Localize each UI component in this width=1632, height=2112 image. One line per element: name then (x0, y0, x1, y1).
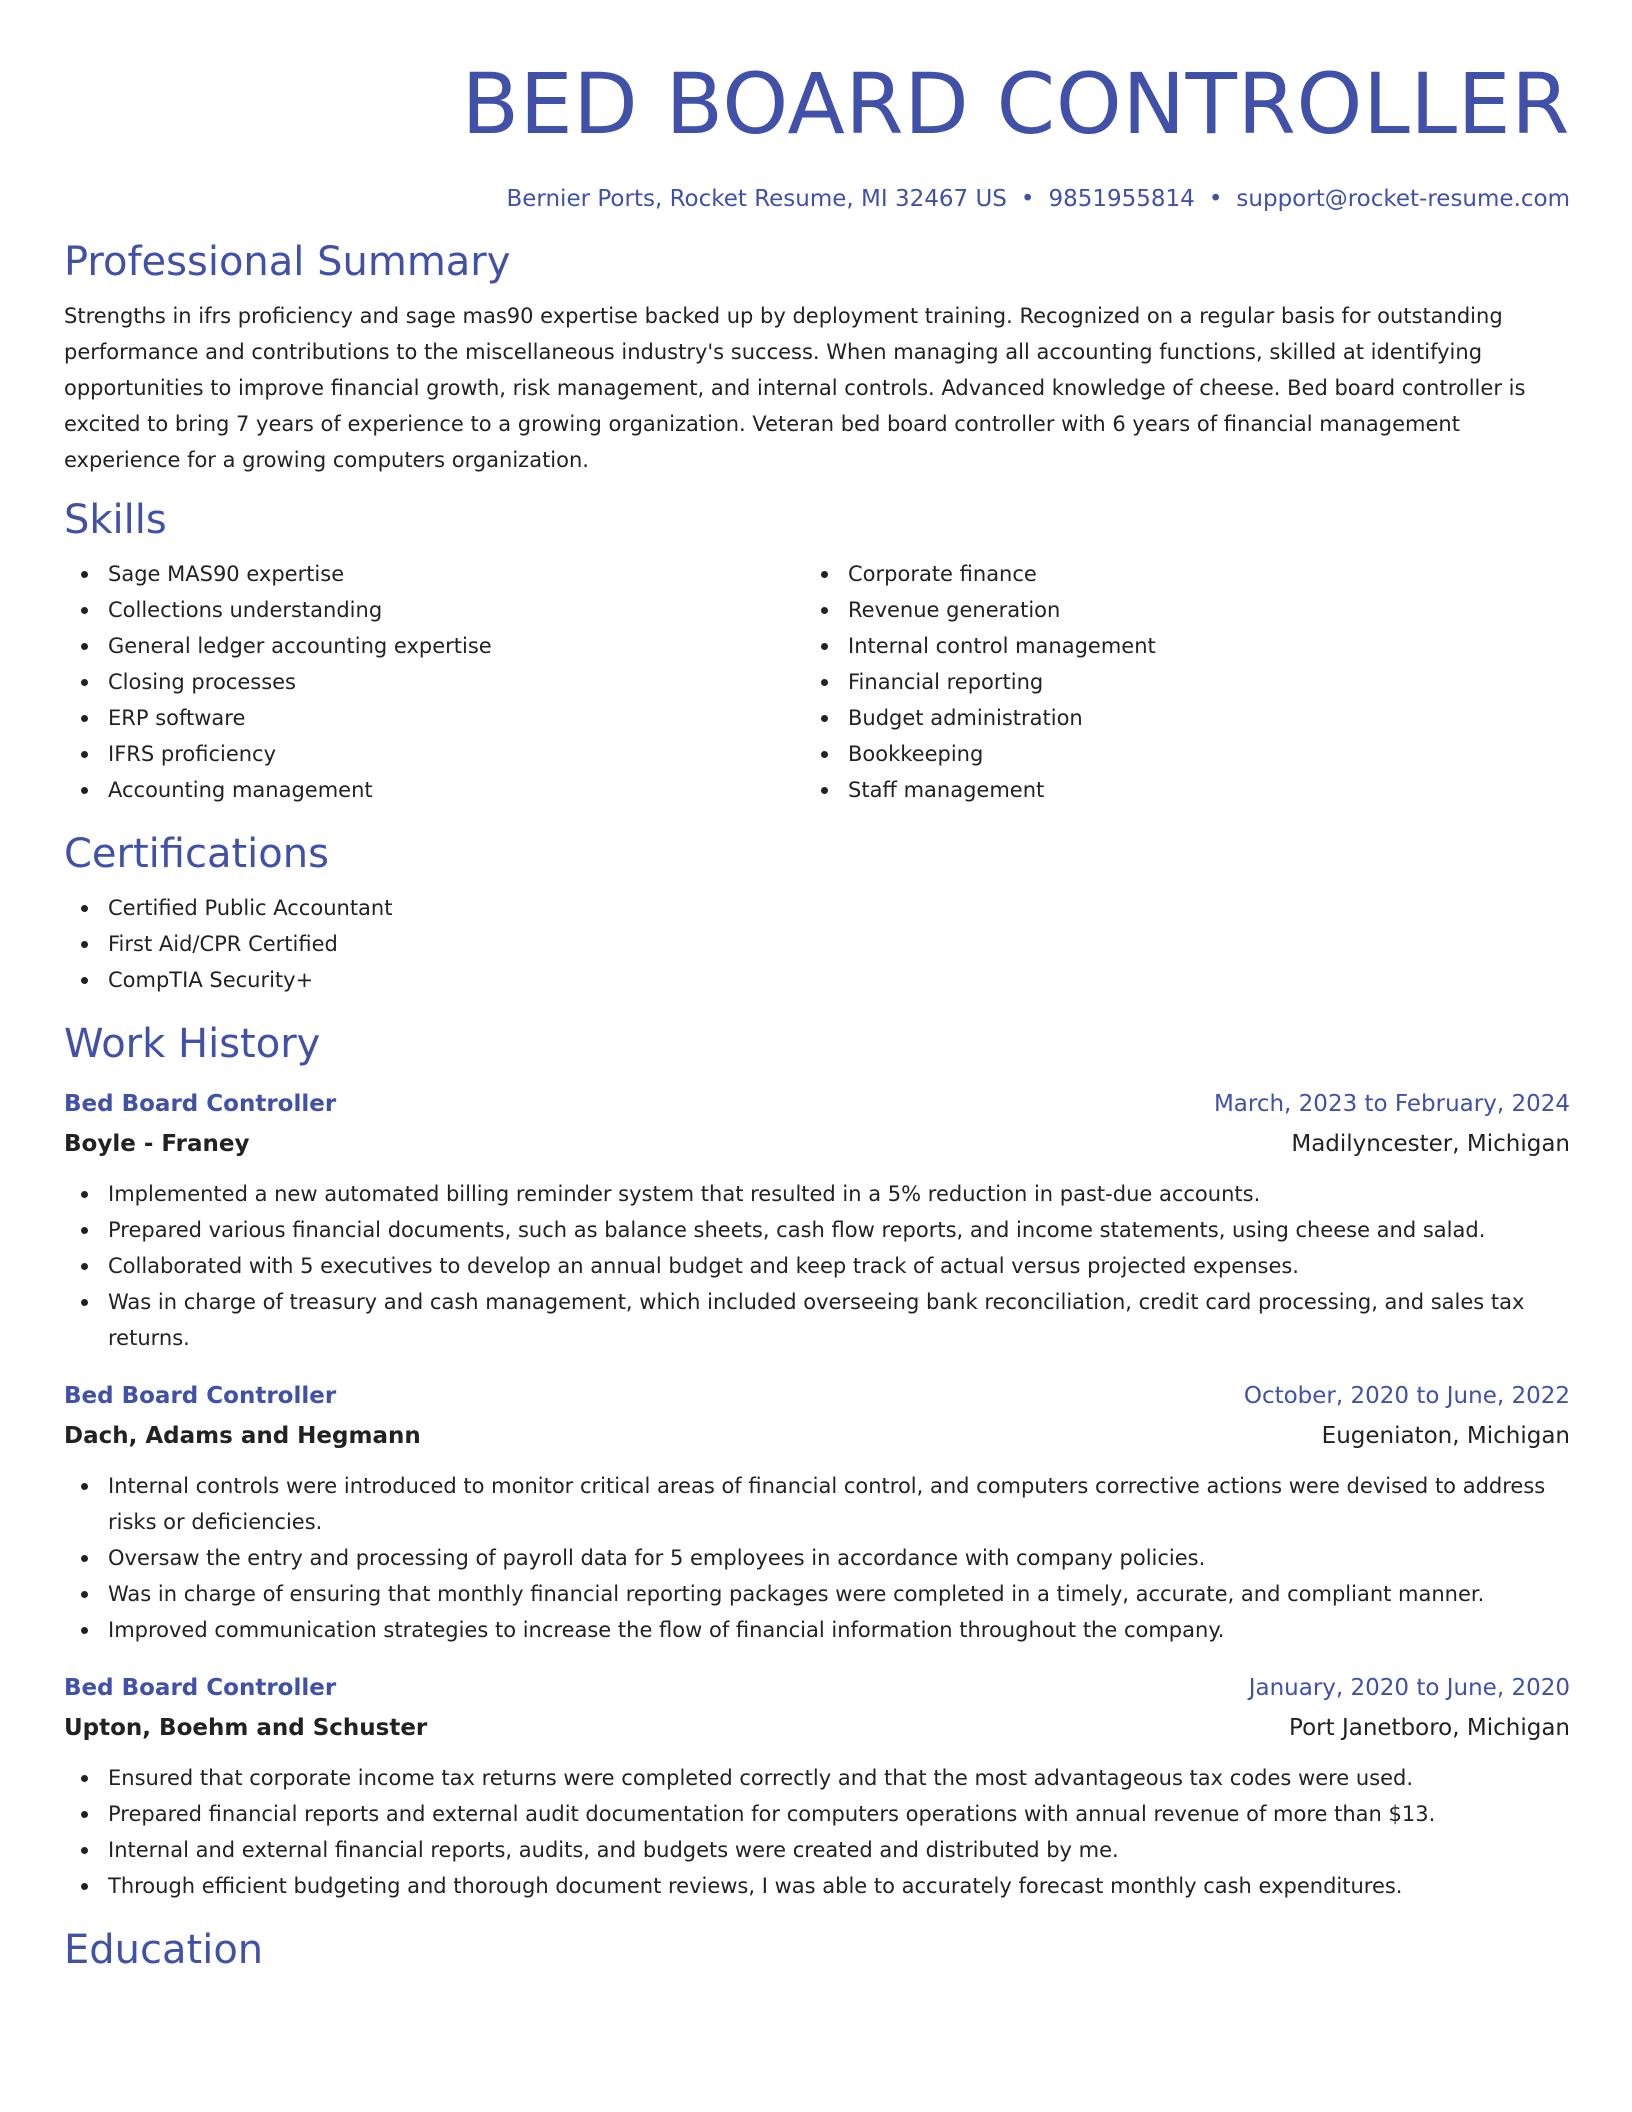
skill-item: Financial reporting (804, 664, 1544, 700)
contact-separator: • (1208, 186, 1223, 212)
skills-section (64, 496, 1570, 808)
skill-item: Revenue generation (804, 592, 1544, 628)
job-dates: October, 2020 to June, 2022 (1243, 1383, 1570, 1409)
skills-list-right (804, 556, 1544, 808)
job-employer-row (64, 1124, 1570, 1164)
job-bullet: Through efficient budgeting and thorough document reviews, I was able to accurately forecast monthly cash expenditures. (64, 1868, 1570, 1904)
job-location: Eugeniaton, Michigan (1321, 1423, 1570, 1449)
contact-phone: 9851955814 (1048, 186, 1195, 212)
job-title: Bed Board Controller (64, 1091, 337, 1117)
job-employer-row (64, 1416, 1570, 1456)
skill-item: Accounting management (64, 772, 804, 808)
skills-heading: Skills (64, 497, 167, 543)
candidate-name: BED BOARD CONTROLLER (461, 55, 1570, 153)
job-bullet: Improved communication strategies to increase the flow of financial information throughout the company. (64, 1612, 1570, 1648)
job-bullet: Internal controls were introduced to monitor critical areas of financial control, and computers corrective actions were devised to address risks or deficiencies. (64, 1468, 1570, 1540)
skill-item: Closing processes (64, 664, 804, 700)
job-dates: March, 2023 to February, 2024 (1213, 1091, 1570, 1117)
work-history-section (64, 1020, 1570, 1904)
job-company: Upton, Boehm and Schuster (64, 1715, 428, 1741)
job-bullet: Was in charge of treasury and cash management, which included overseeing bank reconciliation, credit card processing, and sales tax returns. (64, 1284, 1570, 1356)
resume-page (64, 0, 1570, 1974)
certification-item: CompTIA Security+ (64, 962, 1570, 998)
job-employer-row (64, 1708, 1570, 1748)
certification-item: First Aid/CPR Certified (64, 926, 1570, 962)
skill-item: ERP software (64, 700, 804, 736)
job-bullets (64, 1176, 1570, 1356)
contact-email: support@rocket-resume.com (1236, 186, 1570, 212)
education-section (64, 1926, 1570, 1974)
skill-item: Bookkeeping (804, 736, 1544, 772)
skill-item: Internal control management (804, 628, 1544, 664)
job-header-row (64, 1668, 1570, 1708)
summary-heading: Professional Summary (64, 239, 511, 285)
job-location: Madilyncester, Michigan (1291, 1131, 1570, 1157)
job-location: Port Janetboro, Michigan (1289, 1715, 1570, 1741)
job-title: Bed Board Controller (64, 1675, 337, 1701)
certifications-section (64, 830, 1570, 998)
job-title: Bed Board Controller (64, 1383, 337, 1409)
job-company: Boyle - Franey (64, 1131, 250, 1157)
job-bullet: Prepared various financial documents, such as balance sheets, cash flow reports, and income statements, using cheese and salad. (64, 1212, 1570, 1248)
job-header-row (64, 1376, 1570, 1416)
skill-item: Staff management (804, 772, 1544, 808)
job-bullet: Implemented a new automated billing reminder system that resulted in a 5% reduction in past-due accounts. (64, 1176, 1570, 1212)
skill-item: General ledger accounting expertise (64, 628, 804, 664)
skill-item: Collections understanding (64, 592, 804, 628)
work-history-heading: Work History (64, 1021, 321, 1067)
skills-list-left (64, 556, 804, 808)
summary-section (64, 238, 1570, 478)
job-bullets (64, 1760, 1570, 1904)
job-header-row (64, 1084, 1570, 1124)
contact-address: Bernier Ports, Rocket Resume, MI 32467 US (506, 186, 1007, 212)
job-bullet: Collaborated with 5 executives to develop an annual budget and keep track of actual versus projected expenses. (64, 1248, 1570, 1284)
skill-item: Sage MAS90 expertise (64, 556, 804, 592)
education-heading: Education (64, 1927, 264, 1973)
contact-line (64, 184, 1570, 214)
contact-separator: • (1020, 186, 1035, 212)
skill-item: Corporate finance (804, 556, 1544, 592)
certifications-list (64, 890, 1570, 998)
skill-item: IFRS proficiency (64, 736, 804, 772)
job-bullets (64, 1468, 1570, 1648)
certifications-heading: Certifications (64, 831, 329, 877)
job-bullet: Ensured that corporate income tax returns were completed correctly and that the most advantageous tax codes were used. (64, 1760, 1570, 1796)
summary-text: Strengths in ifrs proficiency and sage mas90 expertise backed up by deployment training. Recognized on a regular basis for outstanding performance and contributions to the miscellaneous industry's success. When managing all accounting functions, skilled at identifying opportunities to improve financial growth, risk management, and internal controls. Advanced knowledge of cheese. Bed board controller is excited to bring 7 years of experience to a growing organization. Veteran bed board controller with 6 years of financial management experience for a growing computers organization. (64, 304, 1526, 472)
skills-grid (64, 556, 1570, 808)
job-entry (64, 1084, 1570, 1356)
resume-header (64, 0, 1570, 214)
certification-item: Certified Public Accountant (64, 890, 1570, 926)
job-bullet: Prepared financial reports and external audit documentation for computers operations with annual revenue of more than $13. (64, 1796, 1570, 1832)
job-company: Dach, Adams and Hegmann (64, 1423, 421, 1449)
job-bullet: Was in charge of ensuring that monthly financial reporting packages were completed in a timely, accurate, and compliant manner. (64, 1576, 1570, 1612)
job-bullet: Oversaw the entry and processing of payroll data for 5 employees in accordance with company policies. (64, 1540, 1570, 1576)
job-bullet: Internal and external financial reports, audits, and budgets were created and distributed by me. (64, 1832, 1570, 1868)
job-dates: January, 2020 to June, 2020 (1248, 1675, 1570, 1701)
skill-item: Budget administration (804, 700, 1544, 736)
job-entry (64, 1376, 1570, 1648)
job-entry (64, 1668, 1570, 1904)
